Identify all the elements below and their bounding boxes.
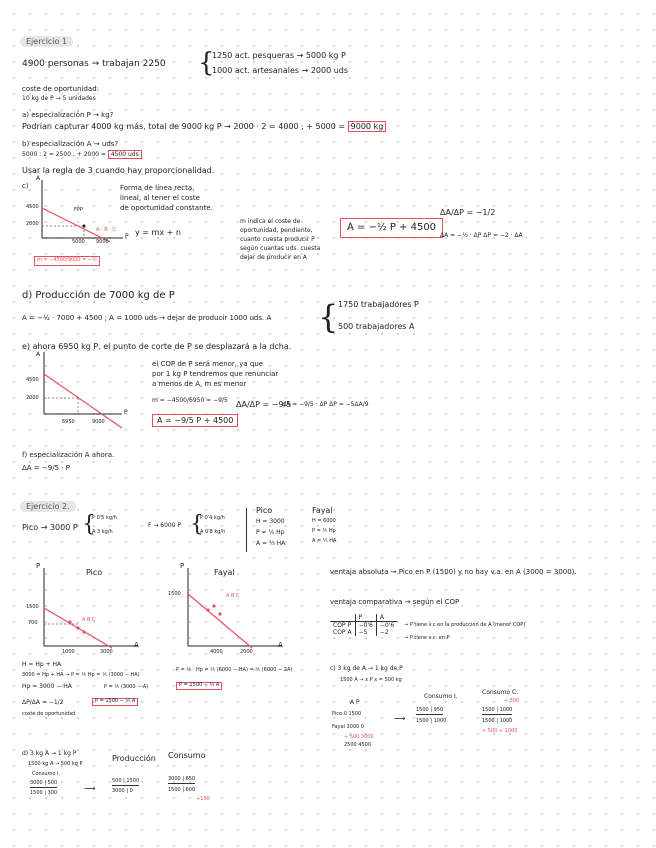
pico-row-1: H = 3000: [256, 518, 285, 525]
d2-table2-row1: 500 | 1500: [112, 778, 140, 784]
cop-table-header: [330, 614, 397, 622]
e-note-1: el COP de P será menor, ya que: [152, 360, 264, 368]
c3-arrow: ⟶: [394, 714, 406, 723]
c-m-5: dejar de producir en A: [240, 254, 307, 261]
pico-row-3: A = ⅓ HA: [256, 540, 286, 547]
d2-table3-row2: 1500 | 600: [168, 787, 196, 793]
graph-pico-points: A B C: [82, 617, 96, 623]
cop-table-row: [330, 629, 397, 636]
e-note-2: por 1 kg P tendremos que renunciar: [152, 370, 279, 378]
answer-a-text: Podrían capturar 4000 kg más, total de 9000 kg P → 2000 · 2 = 4000 , + 5000 =: [22, 122, 346, 131]
graph-c-5000: 5000: [72, 239, 85, 245]
vc-arrow-1: → P tiene v.c en la producción de A (menor COP): [404, 622, 526, 628]
c3-pico: Pico 0 1500: [332, 711, 362, 717]
graph-c: [28, 180, 128, 260]
answer-f: ΔA = −9/5 · P: [22, 464, 70, 472]
graph-fayal: [170, 568, 290, 658]
graph-c-2000: 2000: [26, 221, 39, 227]
cop-cell: −2: [376, 629, 397, 636]
eq-line-1: H = Hp + HA: [22, 661, 62, 668]
d2-title: d) 3 kg A → 1 kg P: [22, 750, 77, 757]
c-note-2: lineal, al tener el coste: [120, 194, 200, 202]
col-fayal: Fayal: [312, 506, 333, 515]
consumo-1-title: Consumo I.: [424, 693, 458, 700]
graph-c-axis-p: P: [125, 233, 129, 240]
d2-table2-row2: 3000 | 0: [112, 788, 133, 794]
ej1-line1-bottom: 1000 act. artesanales → 2000 uds: [212, 66, 349, 75]
answer-d-bottom: 500 trabajadores A: [338, 322, 415, 331]
graph-pico-axis-a: A: [134, 641, 139, 649]
cop-table: [330, 614, 397, 636]
pico-line: Pico → 3000 P: [22, 523, 78, 532]
exercise-1-tag: Ejercicio 1: [20, 36, 73, 47]
c3-line2: 1500 A → x P x = 500 kg: [340, 677, 402, 683]
fayal-row-3: A = ⅕ HA: [312, 538, 337, 544]
e-note-3: a menos de A, m es menor: [152, 380, 247, 388]
graph-e: [30, 352, 130, 432]
c-m-4: según cuantas uds. cuesta: [240, 245, 321, 252]
question-a: a) especialización P → kg?: [22, 111, 114, 119]
graph-fayal-line: [188, 594, 252, 648]
cop-cell: −0'6: [355, 622, 376, 630]
coste-value: 10 kg de P → 5 unidades: [22, 95, 96, 102]
cop-cell: P: [355, 614, 376, 622]
graph-fayal-points: A B C: [226, 593, 240, 599]
graph-e-axis-a: A: [36, 351, 41, 358]
question-d: d) Producción de 7000 kg de P: [22, 290, 175, 301]
graph-pico-1500: 1500: [26, 604, 39, 610]
graph-fayal-1500: 1500: [168, 591, 181, 597]
cop-cell: A: [376, 614, 397, 622]
ej1-line1-top: 1250 act. pesqueras → 5000 kg P: [212, 51, 346, 60]
consumo-2-title: Consumo C.: [482, 689, 519, 696]
graph-c-point: [83, 225, 86, 228]
e-result-box: A = −9/5 P + 4500: [152, 414, 238, 427]
consumo-2-row-1: 1500 | 1000: [482, 707, 513, 713]
brace-1: {: [198, 48, 215, 78]
consumo-1-row-1: 1500 | 950: [416, 707, 444, 713]
consumo-2-red: + 500 + 1000: [482, 728, 518, 734]
fayal-row-1: H = 6000: [312, 518, 336, 524]
graph-pico-axis-p: P: [36, 562, 41, 570]
exercise-2-tag: Ejercicio 2.: [20, 501, 76, 512]
d2-red: +150: [196, 796, 210, 802]
c-note-3: de oportunidad constante.: [120, 204, 213, 212]
brace-pico: {: [82, 512, 96, 537]
answer-a-box: 9000 kg: [348, 121, 387, 132]
graph-fayal-2000: 2000: [240, 649, 253, 655]
graph-pico-point-b: [76, 626, 79, 629]
c-frac: ΔA/ΔP = −1/2: [440, 208, 496, 217]
answer-b-box: 4500 uds: [108, 150, 142, 159]
consumo-2-top: + 500: [504, 698, 520, 704]
col-pico: Pico: [256, 506, 273, 515]
graph-pico-point-c: [82, 630, 85, 633]
pico-branch-1: P 0'5 kg/h: [92, 515, 117, 521]
graph-pico-title: Pico: [86, 568, 103, 577]
graph-fayal-4000: 4000: [210, 649, 223, 655]
graph-pico: [26, 568, 146, 658]
c3-red-2: 2500 4500: [344, 742, 372, 748]
eq-line-4: P = ⅕ (3000 − A): [104, 684, 149, 690]
graph-fayal-axis-p: P: [180, 562, 185, 570]
d2-table1-row1: 3000 | 500: [30, 780, 58, 786]
consumo-2-row-2: 1500 | 1000: [482, 718, 513, 724]
graph-fayal-point-a: [206, 608, 209, 611]
graph-pico-3000: 3000: [100, 649, 113, 655]
question-e: e) ahora 6950 kg P, el punto de corte de P se desplazará a la dcha.: [22, 342, 292, 351]
c-note-1: Forma de línea recta,: [120, 184, 195, 192]
e-frac: ΔA/ΔP = −9/5: [236, 400, 292, 409]
graph-e-line: [44, 374, 122, 428]
eq-box: P = 1500 − ½ A: [92, 698, 138, 706]
eq-line-3: Hp = 3000 − HA: [22, 683, 72, 690]
c3-ap: A P: [350, 699, 360, 706]
d2-consumo-title: Consumo: [168, 751, 206, 760]
graph-e-6950: 6950: [62, 419, 75, 425]
d2-arrow: ⟶: [84, 784, 96, 793]
c3-fayal: Fayal 3000 0: [332, 724, 364, 730]
graph-pico-700: 700: [28, 620, 38, 626]
ej2-divider: [246, 508, 247, 552]
d2-table1-row2: 1500 | 300: [30, 790, 58, 796]
c-label: c): [22, 182, 29, 190]
d2-table3-row1: 3000 | 650: [168, 776, 196, 782]
consumo-1-row-2: 1500 | 1000: [416, 718, 447, 724]
c-result-box: A = −½ P + 4500: [340, 218, 443, 238]
graph-pico-1000: 1000: [62, 649, 75, 655]
eq-coste: coste de oportunidad: [22, 711, 76, 717]
answer-d-top: 1750 trabajadores P: [338, 300, 419, 309]
mid-eq: P = ⅖ · Hp = ⅖ (6000 − HA) = ⅖ (6000 − 2A): [176, 667, 293, 673]
graph-c-4500: 4500: [26, 204, 39, 210]
ventaja-absoluta: ventaja absoluta → Pico en P (1500) y no hay v.a. en A (3000 = 3000).: [330, 568, 577, 576]
cop-cell: [330, 614, 355, 622]
rule-text: Usar la regla de 3 cuando hay proporcionalidad.: [22, 166, 215, 175]
pico-branch-2: A 3 kg/h: [92, 529, 113, 535]
graph-c-9000: 9000: [96, 239, 109, 245]
graph-fayal-point-c: [218, 612, 221, 615]
fayal-branch-1: P 0'4 kg/h: [200, 515, 225, 521]
vc-arrow-2: → P tiene v.c. en P: [404, 635, 450, 641]
cop-cell: −5: [355, 629, 376, 636]
c-m-2: oportunidad, pendiente,: [240, 227, 313, 234]
cop-cell: −0'6: [376, 622, 397, 630]
question-b: b) especialización A → uds?: [22, 140, 119, 148]
graph-fayal-axis-a: A: [278, 641, 283, 649]
fayal-row-2: P = ⅖ Hp: [312, 528, 336, 534]
graph-fayal-title: Fayal: [214, 568, 235, 577]
eq-frac: ΔP/ΔA = −1/2: [22, 699, 64, 706]
fayal-branch-2: A 0'8 kg/h: [200, 529, 226, 535]
e-deltas: ΔA = −9/5 · ΔP ΔP = −5ΔA/9: [282, 401, 369, 408]
ej1-line1-left: 4900 personas → trabajan 2250: [22, 59, 166, 69]
brace-d: {: [318, 298, 339, 336]
graph-pico-point-a: [68, 620, 71, 623]
brace-fayal: {: [190, 512, 204, 537]
graph-e-4500: 4500: [26, 377, 39, 383]
d2-consumo-i: Consumo i.: [32, 771, 60, 777]
answer-d: A = −½ · 7000 + 4500 ; A = 1000 uds → dejar de producir 1000 uds. A: [22, 314, 272, 322]
coste-title: coste de oportunidad:: [22, 85, 100, 93]
c-m-3: cuanto cuesta producir P: [240, 236, 315, 243]
graph-fayal-point-b: [212, 604, 215, 607]
cop-table-row: [330, 622, 397, 630]
question-f: f) especialización A ahora.: [22, 451, 115, 459]
ventaja-comparativa: ventaja comparativa → según el COP: [330, 598, 460, 606]
graph-c-fpp: FPP: [74, 207, 83, 213]
graph-e-2000: 2000: [26, 395, 39, 401]
graph-e-9000: 9000: [92, 419, 105, 425]
mid-box: P = 1500 − ⅔ A: [176, 682, 222, 690]
pico-row-2: P = ⅕ Hp: [256, 529, 285, 536]
c3-red: + 500 3000: [344, 734, 374, 740]
cop-cell: COP P: [333, 622, 352, 629]
eq-line-2: 3000 = Hp + HA → P = ⅕ Hp = ⅕ (3000 − HA): [22, 672, 140, 678]
graph-c-axis-a: A: [36, 175, 41, 182]
c-equation: y = mx + n: [135, 228, 181, 237]
graph-c-abc: A · B · C: [96, 227, 116, 233]
c-m-1: m indica el coste de: [240, 218, 301, 225]
e-m: m = −4500/6950 = −9/5: [152, 397, 228, 404]
c-delta: ΔA = −½ · ΔP ΔP = −2 · ΔA: [440, 232, 523, 239]
cop-cell: COP A: [333, 629, 352, 636]
c3-title: c) 3 kg de A → 1 kg de P: [330, 665, 403, 672]
graph-e-axis-p: P: [124, 409, 128, 416]
graph-c-m: m = −4500/9000 = −½: [34, 256, 100, 266]
d2-line2: 1500 kg A → 500 kg P: [28, 761, 83, 767]
fayal-line: F → 6000 P: [148, 522, 182, 529]
d2-produccion-title: Producción: [112, 754, 156, 763]
answer-a: [22, 122, 386, 131]
answer-b-text: 5000 : 2 = 2500 , + 2000 =: [22, 151, 106, 158]
answer-b: [22, 152, 142, 159]
